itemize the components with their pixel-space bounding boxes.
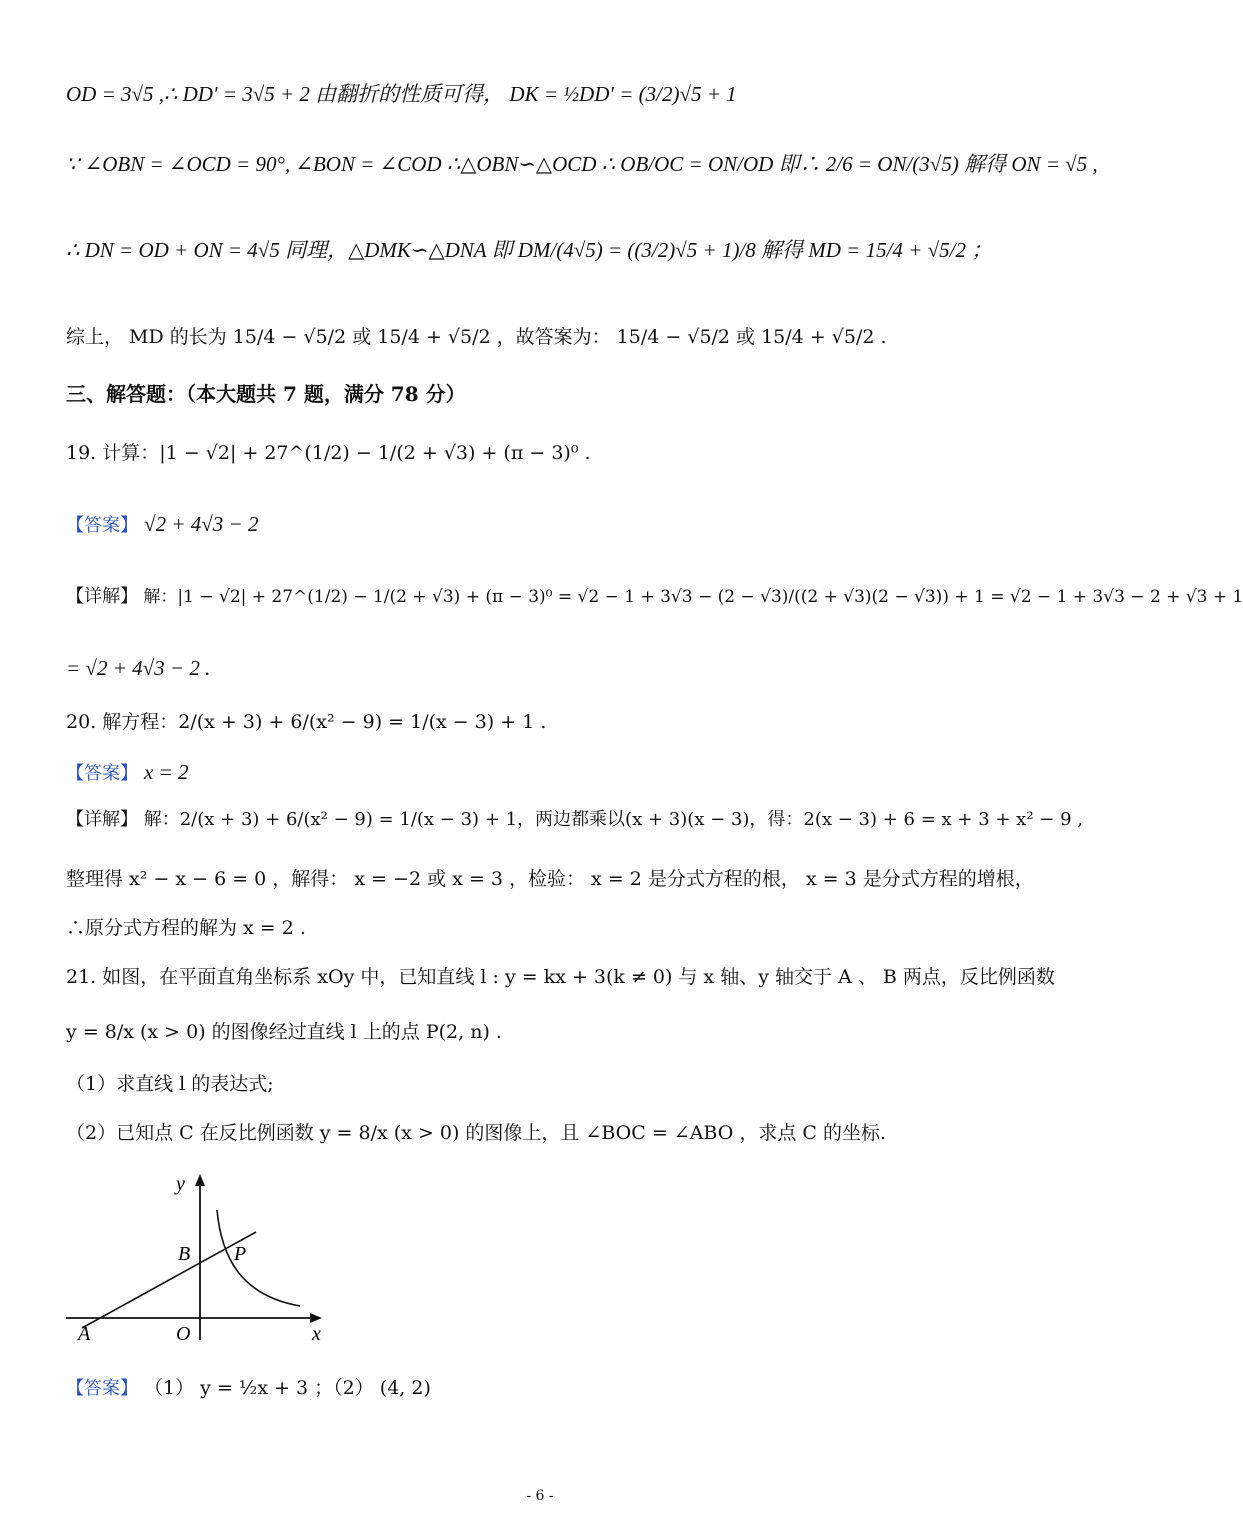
label-y: y	[176, 1173, 185, 1195]
detail-20-line-3: ∴原分式方程的解为 x = 2 .	[66, 917, 306, 939]
answer-20-value: x = 2	[144, 760, 189, 784]
answer-20	[66, 760, 189, 786]
detail-19-text: 解：|1 − √2| + 27^(1/2) − 1/(2 + √3) + (π − 3)⁰ = √2 − 1 + 3√3 − (2 − √3)/((2 + √3)(2 − √3)) + 1 = √2 − 1 + 3√3 − 2 + √3 + 1	[143, 587, 1243, 607]
solution-line-3: ∴ DN = OD + ON = 4√5 同理，△DMK∽△DNA 即 DM/(4√5) = ((3/2)√5 + 1)/8 解得 MD = 15/4 + √5/2 ；	[66, 238, 993, 262]
problem-21: 21. 如图，在平面直角坐标系 xOy 中，已知直线 l : y = kx + 3(k ≠ 0) 与 x 轴、y 轴交于 A 、 B 两点，反比例函数	[66, 966, 1055, 988]
hyperbola-curve	[217, 1210, 300, 1306]
solution-line-1: OD = 3√5 ,∴ DD′ = 3√5 + 2 由翻折的性质可得， DK = ½DD′ = (3/2)√5 + 1	[66, 82, 737, 106]
detail-19-result: = √2 + 4√3 − 2 .	[66, 656, 211, 680]
answer-tag: 【答案】	[66, 1378, 138, 1399]
problem-21-part-1: （1）求直线 l 的表达式;	[66, 1073, 274, 1095]
answer-21-value: （1） y = ½x + 3 ；（2） (4, 2)	[144, 1377, 431, 1399]
section-heading: 三、解答题：（本大题共 7 题，满分 78 分）	[66, 382, 466, 406]
summary-line: 综上， MD 的长为 15/4 − √5/2 或 15/4 + √5/2 ，故答案为： 15/4 − √5/2 或 15/4 + √5/2 .	[66, 326, 887, 348]
answer-tag: 【答案】	[66, 763, 138, 784]
detail-tag: 【详解】	[66, 809, 138, 830]
label-b: B	[178, 1243, 191, 1265]
label-a: A	[78, 1323, 91, 1345]
line-l	[82, 1232, 256, 1328]
y-axis-arrow	[195, 1174, 205, 1186]
detail-20-text: 解：2/(x + 3) + 6/(x² − 9) = 1/(x − 3) + 1，两边都乘以(x + 3)(x − 3)，得：2(x − 3) + 6 = x + 3 + x² − 9 ,	[143, 809, 1083, 830]
coordinate-figure	[60, 1168, 340, 1348]
detail-20	[66, 808, 1083, 832]
solution-line-2: ∵ ∠OBN = ∠OCD = 90°, ∠BON = ∠COD ∴△OBN∽△OCD ∴ OB/OC = ON/OD 即∴ 2/6 = ON/(3√5) 解得 ON = √5 ,	[66, 152, 1098, 176]
problem-21-line-2: y = 8/x (x > 0) 的图像经过直线 l 上的点 P(2, n) .	[66, 1021, 502, 1043]
page-number: - 6 -	[526, 1488, 554, 1504]
label-o: O	[176, 1323, 191, 1345]
detail-19	[66, 585, 1243, 609]
detail-20-line-2: 整理得 x² − x − 6 = 0 ，解得： x = −2 或 x = 3 ，检验： x = 2 是分式方程的根， x = 3 是分式方程的增根，	[66, 868, 1034, 890]
answer-21	[66, 1376, 431, 1401]
problem-21-part-2: （2）已知点 C 在反比例函数 y = 8/x (x > 0) 的图像上，且 ∠BOC = ∠ABO ，求点 C 的坐标.	[66, 1122, 887, 1144]
answer-19-value: √2 + 4√3 − 2	[144, 512, 259, 536]
detail-tag: 【详解】	[66, 586, 138, 607]
problem-19: 19. 计算：|1 − √2| + 27^(1/2) − 1/(2 + √3) + (π − 3)⁰ .	[66, 442, 591, 464]
label-x: x	[312, 1323, 321, 1345]
answer-19	[66, 512, 258, 538]
x-axis-arrow	[310, 1313, 322, 1323]
answer-tag: 【答案】	[66, 515, 138, 536]
problem-20: 20. 解方程：2/(x + 3) + 6/(x² − 9) = 1/(x − 3) + 1 .	[66, 711, 547, 733]
label-p: P	[234, 1243, 247, 1265]
